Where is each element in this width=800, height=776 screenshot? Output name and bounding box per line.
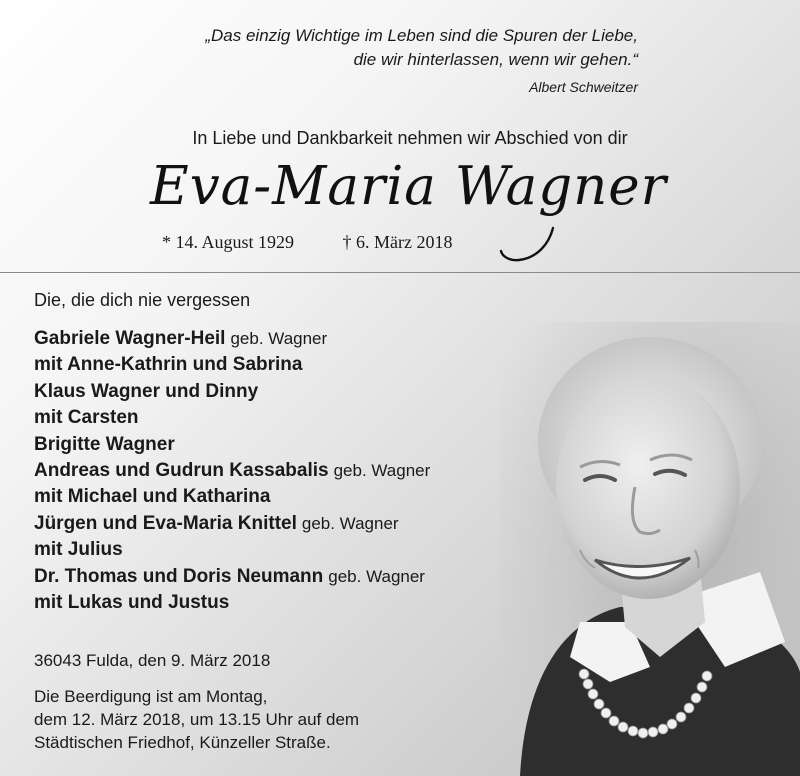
mourners-list xyxy=(34,326,430,616)
mourner-name: Brigitte Wagner xyxy=(34,433,175,455)
mourner-name: Klaus Wagner und Dinny xyxy=(34,380,259,402)
mourner-name: Andreas und Gudrun Kassabalis xyxy=(34,460,329,482)
mourner-entry xyxy=(34,458,430,484)
farewell-intro: In Liebe und Dankbarkeit nehmen wir Abschied von dir xyxy=(192,128,628,148)
place-date: 36043 Fulda, den 9. März 2018 xyxy=(34,651,271,670)
mourners-intro: Die, die dich nie vergessen xyxy=(34,290,251,310)
mourner-entry xyxy=(34,352,430,378)
mourner-name: Dr. Thomas und Doris Neumann xyxy=(34,565,324,587)
quote-block xyxy=(78,24,638,99)
mourner-name: Jürgen und Eva-Maria Knittel xyxy=(34,512,297,534)
mourner-entry xyxy=(34,511,430,537)
deceased-name: Eva-Maria Wagner xyxy=(150,156,667,217)
quote-line-1: „Das einzig Wichtige im Leben sind die Spuren der Liebe, xyxy=(205,26,638,45)
mourner-entry xyxy=(34,379,430,405)
funeral-line-3: Städtischen Friedhof, Künzeller Straße. xyxy=(34,733,331,752)
mourner-maiden-name: geb. Wagner xyxy=(301,513,399,533)
mourner-entry xyxy=(34,590,430,616)
mourner-maiden-name: geb. Wagner xyxy=(333,461,431,481)
life-dates xyxy=(162,232,453,253)
quote-author: Albert Schweitzer xyxy=(529,79,638,95)
funeral-notice xyxy=(34,685,414,754)
funeral-line-1: Die Beerdigung ist am Montag, xyxy=(34,687,268,706)
mourner-entry xyxy=(34,405,430,431)
mourner-entry xyxy=(34,432,430,458)
mourner-name: mit Anne-Kathrin und Sabrina xyxy=(34,354,303,376)
mourner-maiden-name: geb. Wagner xyxy=(328,566,425,586)
mourner-name: Gabriele Wagner-Heil xyxy=(34,328,226,349)
mourner-entry xyxy=(34,564,430,590)
mourner-entry xyxy=(34,326,430,352)
divider xyxy=(0,272,800,273)
death-date: † 6. März 2018 xyxy=(342,232,453,252)
mourner-name: mit Lukas und Justus xyxy=(34,592,230,614)
mourner-name: mit Michael und Katharina xyxy=(34,486,271,508)
mourner-name: mit Carsten xyxy=(34,407,139,429)
portrait-photo xyxy=(500,322,800,776)
name-swash-flourish xyxy=(497,224,557,264)
quote-line-2: die wir hinterlassen, wenn wir gehen.“ xyxy=(353,50,638,69)
mourner-maiden-name: geb. Wagner xyxy=(230,329,328,348)
mourner-entry xyxy=(34,537,430,563)
birth-date: * 14. August 1929 xyxy=(162,232,295,252)
mourner-entry xyxy=(34,484,430,510)
mourner-name: mit Julius xyxy=(34,539,123,561)
funeral-line-2: dem 12. März 2018, um 13.15 Uhr auf dem xyxy=(34,710,360,729)
